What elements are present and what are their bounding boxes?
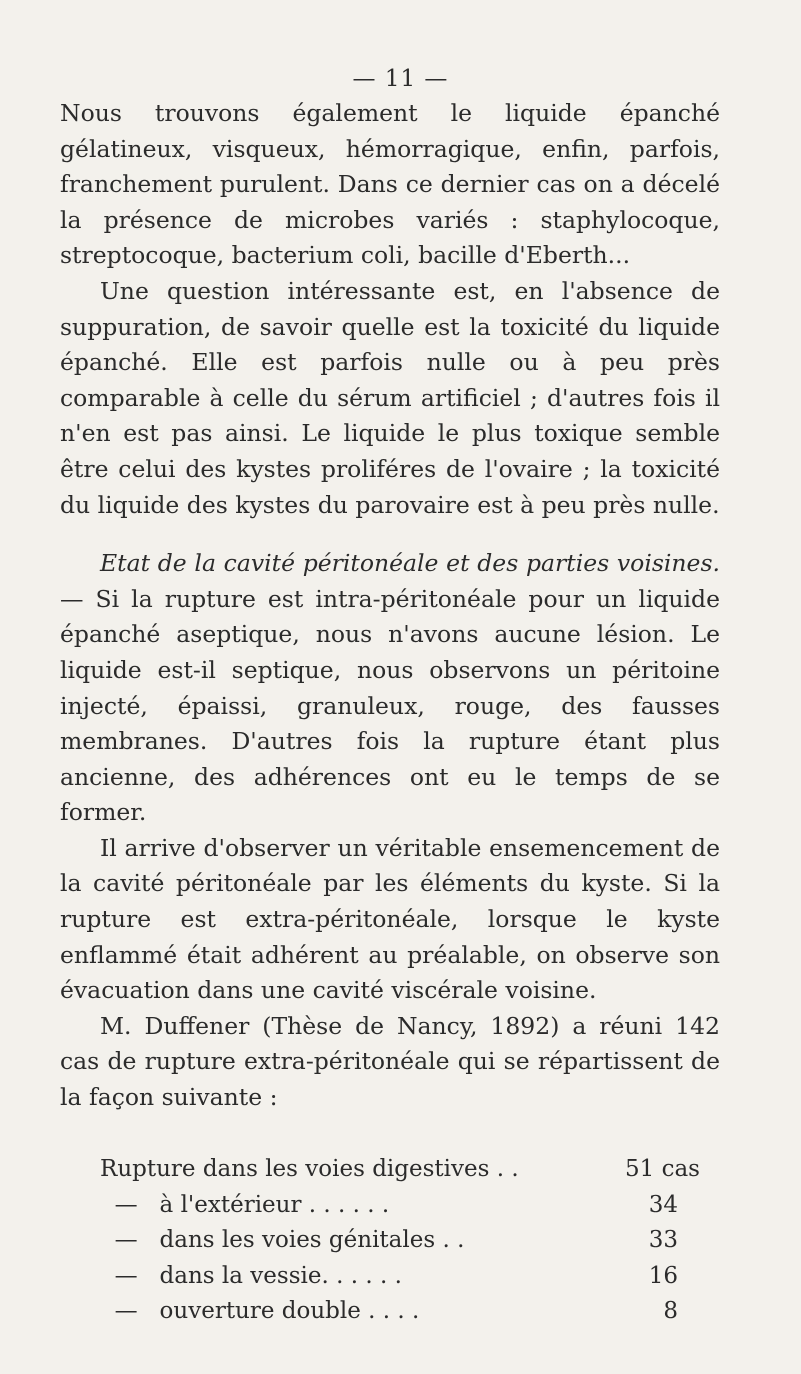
stat-value: 34 bbox=[648, 1191, 700, 1218]
stat-label: — ouverture double . . . . bbox=[100, 1298, 420, 1325]
stat-label: — dans la vessie. . . . . . bbox=[100, 1262, 402, 1289]
document-body bbox=[60, 96, 720, 1116]
stat-row bbox=[100, 1223, 700, 1259]
section-text: — Si la rupture est intra-péritonéale pour un liquide épanché aseptique, nous n'avons aucune lésion. Le liquide est-il septique, nous observons un péritoine injecté, épaissi, granuleux, rouge, des fausses membranes. D'autres fois la rupture étant plus ancienne, des adhérences ont eu le temps de se former. bbox=[60, 584, 720, 827]
stat-value: 8 bbox=[663, 1298, 700, 1325]
paragraph-toxicite: Une question intéressante est, en l'absence de suppuration, de savoir quelle est la toxicité du liquide épanché. Elle est parfois nulle ou à peu près comparable à celle du sérum artificiel ; d'autres fois il n'en est pas ainsi. Le liquide le plus toxique semble être celui des kystes proliféres de l'ovaire ; la toxicité du liquide des kystes du parovaire est à peu près nulle. bbox=[60, 276, 720, 519]
stat-label: — à l'extérieur . . . . . . bbox=[100, 1191, 390, 1218]
stat-row bbox=[100, 1188, 700, 1224]
rupture-statistics bbox=[100, 1152, 700, 1330]
paragraph-duffener: M. Duffener (Thèse de Nancy, 1892) a réuni 142 cas de rupture extra-péritonéale qui se répartissent de la façon suivante : bbox=[60, 1011, 720, 1112]
stat-row bbox=[100, 1294, 700, 1330]
paragraph-etat-cavite bbox=[60, 546, 720, 831]
section-heading: Etat de la cavité péritonéale et des parties voisines. bbox=[100, 549, 720, 578]
paragraph-ensemencement: Il arrive d'observer un véritable ensemencement de la cavité péritonéale par les éléments du kyste. Si la rupture est extra-péritonéale, lorsque le kyste enflammé était adhérent au préalable, on observe son évacuation dans une cavité viscérale voisine. bbox=[60, 833, 720, 1005]
page-number: — 11 — bbox=[352, 66, 449, 92]
stat-row bbox=[100, 1259, 700, 1295]
stat-row bbox=[100, 1152, 700, 1188]
paragraph-liquide: Nous trouvons également le liquide épanché gélatineux, visqueux, hémorragique, enfin, parfois, franchement purulent. Dans ce dernier cas on a décelé la présence de microbes variés : staphylocoque, streptocoque, bacterium coli, bacille d'Eberth... bbox=[60, 99, 720, 270]
stat-value: 51 cas bbox=[625, 1156, 700, 1182]
stat-value: 16 bbox=[648, 1262, 700, 1289]
stat-label: Rupture dans les voies digestives . . bbox=[100, 1156, 519, 1182]
stat-label: — dans les voies génitales . . bbox=[100, 1227, 465, 1254]
stat-value: 33 bbox=[648, 1227, 700, 1254]
